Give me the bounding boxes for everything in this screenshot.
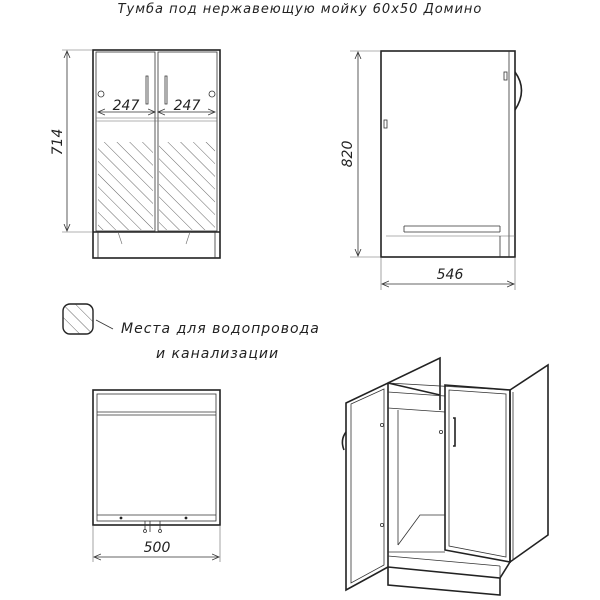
drawing-title: Тумба под нержавеющую мойку 60х50 Домино bbox=[117, 2, 483, 17]
iso-right-handle-icon bbox=[453, 418, 455, 446]
side-handle-icon bbox=[515, 72, 522, 110]
isometric-view bbox=[342, 358, 548, 595]
front-view bbox=[50, 50, 220, 258]
top-view bbox=[93, 390, 220, 562]
dim-depth-546: 546 bbox=[436, 267, 464, 283]
plumbing-zone-right bbox=[159, 142, 215, 230]
legend-line1: Места для водопровода bbox=[121, 321, 320, 337]
left-handle-icon bbox=[146, 76, 148, 104]
dim-door-left: 247 bbox=[112, 98, 140, 114]
plumbing-zone-left bbox=[98, 142, 153, 230]
dim-height-820: 820 bbox=[340, 140, 356, 168]
dim-door-right: 247 bbox=[173, 98, 201, 114]
legend bbox=[63, 304, 320, 362]
legend-swatch bbox=[63, 304, 93, 334]
iso-right-door bbox=[445, 385, 510, 562]
right-handle-icon bbox=[165, 76, 167, 104]
dim-height-714: 714 bbox=[50, 128, 66, 156]
side-view bbox=[340, 51, 522, 290]
legend-line2: и канализации bbox=[156, 346, 280, 362]
dim-width-500: 500 bbox=[143, 540, 171, 556]
